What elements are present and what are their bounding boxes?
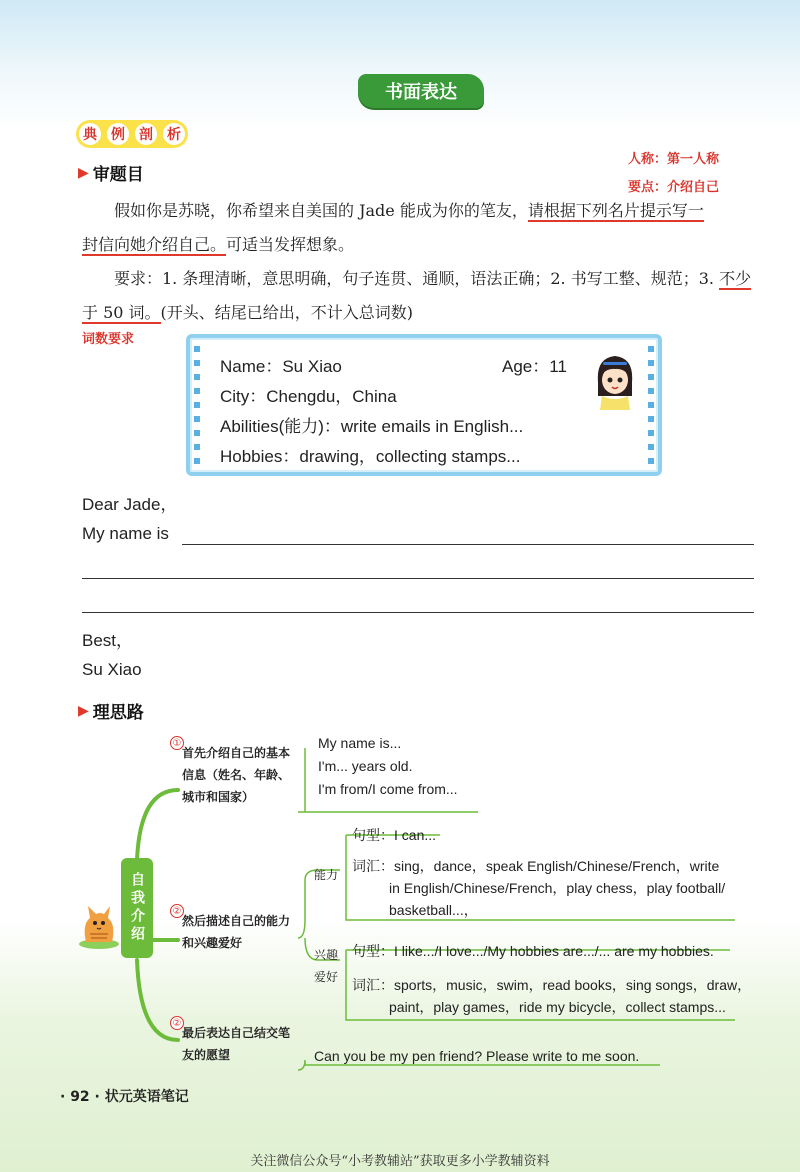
hobby-vocab-2: paint，play games，ride my bicycle，collect stamps... (389, 999, 726, 1015)
prompt-underlined-2: 封信向她介绍自己。 (82, 235, 227, 254)
card-name: Name：Su Xiao (220, 357, 342, 376)
triangle-icon: ▶ (78, 164, 89, 181)
tag-char-1: 典 (79, 123, 101, 145)
ability-vocab-3: basketball...， (389, 902, 478, 918)
page-number: · 92 · 状元英语笔记 (60, 1089, 189, 1105)
requirement-text: 要求：1. 条理清晰，意思明确，句子连贯、通顺，语法正确；2. 书写工整、规范；3. (114, 269, 720, 288)
note-words: 词数要求 (82, 332, 135, 347)
requirement-underlined-2: 于 50 词。 (82, 303, 161, 322)
section-read-question (78, 160, 144, 185)
tag-char-2: 例 (107, 123, 129, 145)
hobby-pattern: 句型：I like.../I love.../My hobbies are.../... are my hobbies. (352, 943, 714, 959)
branch-1-line-3: I'm from/I come from... (318, 781, 458, 797)
card-hobbies: Hobbies：drawing，collecting stamps... (220, 447, 521, 466)
writing-line-2[interactable] (82, 578, 754, 579)
prompt-text: 假如你是苏晓，你希望来自美国的 Jade 能成为你的笔友， (114, 201, 528, 220)
mindmap-center: 自我介绍 (121, 858, 153, 958)
hobby-label: 兴趣爱好 (314, 948, 339, 984)
letter-greeting: Dear Jade， (82, 495, 178, 514)
section-banner: 书面表达 (358, 74, 484, 108)
branch-3-number: ② (170, 1016, 184, 1030)
example-analysis-tag (76, 120, 188, 148)
ability-label: 能力 (314, 868, 339, 882)
prompt-paragraph-1 (82, 194, 772, 262)
letter-start: My name is (82, 524, 169, 543)
tag-char-4: 析 (163, 123, 185, 145)
section-think-label: 理思路 (92, 703, 144, 723)
note-person: 人称：第一人称 (628, 152, 720, 167)
card-age: Age：11 (502, 357, 567, 376)
branch-2-number: ② (170, 904, 184, 918)
writing-line-1[interactable] (182, 544, 754, 545)
prompt-underlined: 请根据下列名片提示写一 (527, 201, 704, 220)
ability-vocab-2: in English/Chinese/French，play chess，play football/ (389, 880, 726, 896)
card-abilities: Abilities(能力)：write emails in English... (220, 417, 524, 436)
section-read-label: 审题目 (92, 165, 144, 185)
name-card (186, 334, 662, 476)
card-holes-right (648, 346, 654, 466)
branch-3-line: Can you be my pen friend? Please write to me soon. (314, 1048, 640, 1064)
card-holes-left (194, 346, 200, 466)
cat-icon (76, 896, 122, 950)
section-think (78, 698, 144, 723)
requirement-text-2: (开头、结尾已给出，不计入总词数) (160, 303, 414, 322)
tag-char-3: 剖 (135, 123, 157, 145)
letter-closing: Best， (82, 631, 134, 650)
requirement-underlined: 不少 (719, 269, 752, 288)
ability-pattern: 句型：I can... (352, 827, 437, 843)
branch-1-line-1: My name is... (318, 735, 402, 751)
footer-note: 关注微信公众号“小考教辅站”获取更多小学教辅资料 (250, 1154, 550, 1169)
triangle-icon: ▶ (78, 702, 89, 719)
writing-line-3[interactable] (82, 612, 754, 613)
ability-vocab-1: 词汇：sing，dance，speak English/Chinese/French，write (352, 858, 720, 874)
branch-1-line-2: I'm... years old. (318, 758, 413, 774)
girl-avatar-icon (592, 352, 638, 410)
prompt-paragraph-2 (82, 262, 772, 330)
branch-1-number: ① (170, 736, 184, 750)
branch-1-label: 首先介绍自己的基本信息（姓名、年龄、城市和国家） (182, 746, 291, 804)
branch-3-label: 最后表达自己结交笔友的愿望 (182, 1026, 291, 1062)
letter-signature: Su Xiao (82, 660, 142, 679)
prompt-text-2: 可适当发挥想象。 (226, 235, 355, 254)
hobby-vocab-1: 词汇：sports，music，swim，read books，sing songs，draw， (352, 977, 752, 993)
card-city: City：Chengdu，China (220, 387, 397, 406)
branch-2-label: 然后描述自己的能力和兴趣爱好 (182, 914, 291, 950)
note-point: 要点：介绍自己 (628, 180, 720, 195)
